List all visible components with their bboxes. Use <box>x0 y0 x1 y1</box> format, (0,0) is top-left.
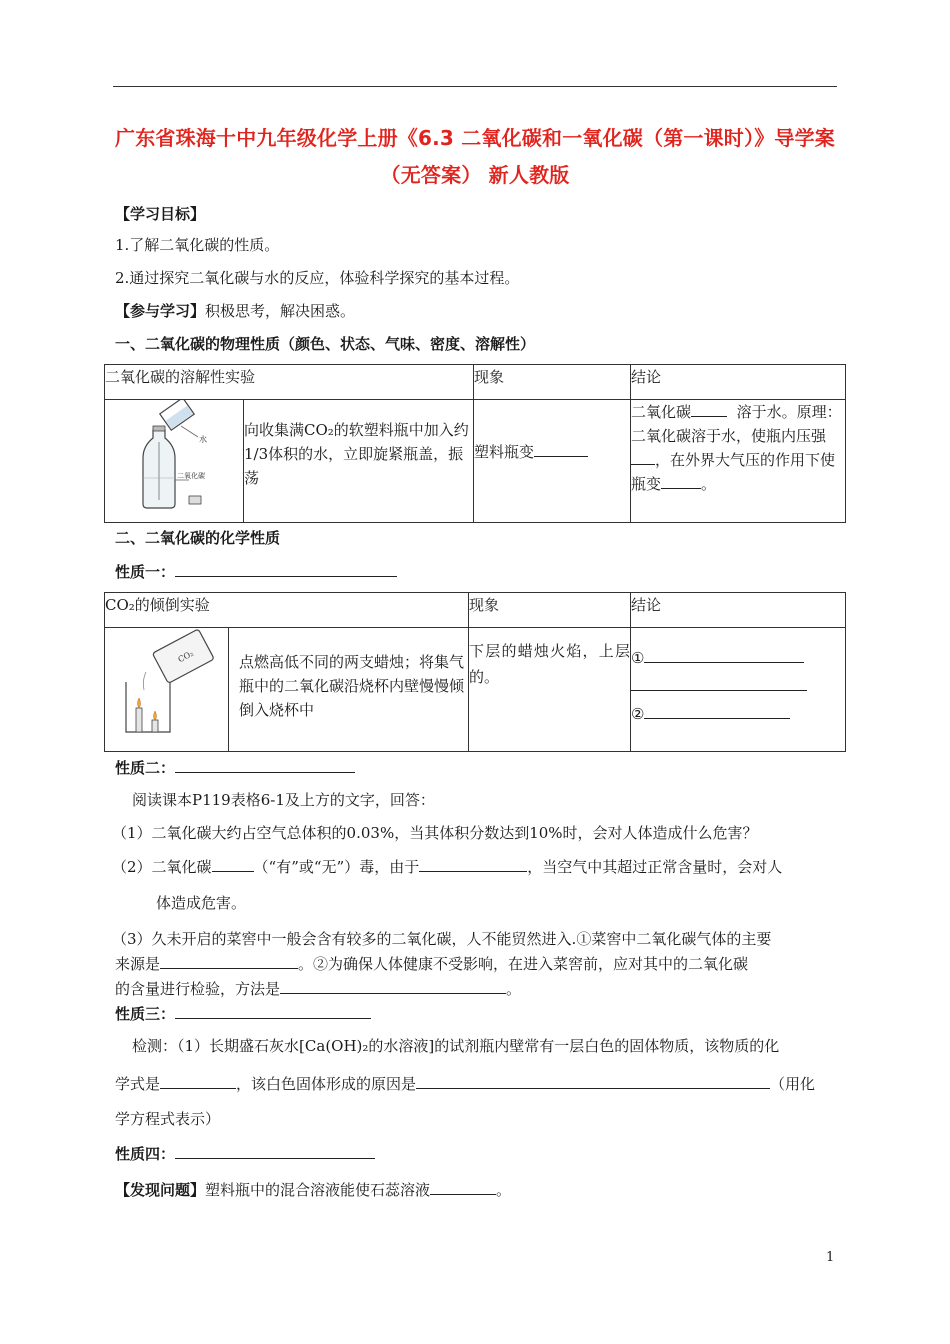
candle-figure-cell <box>105 628 229 752</box>
property-3-blank <box>175 1002 371 1019</box>
question-3-blank-1 <box>160 952 298 969</box>
discover-text: 塑料瓶中的混合溶液能使石蕊溶液 <box>205 1181 431 1199</box>
objectives-heading: 【学习目标】 <box>115 205 206 223</box>
detect-blank-2 <box>416 1072 770 1089</box>
question-3-line-2 <box>115 952 748 975</box>
table1-blank-3 <box>661 472 701 489</box>
property-1-label: 性质一： <box>115 563 176 581</box>
bottle-figure-cell <box>105 400 244 523</box>
table1-conclusion <box>631 400 846 523</box>
table2-blank-1 <box>644 646 804 663</box>
table1-phenomenon-blank <box>534 440 588 457</box>
question-2-blank-2 <box>419 855 527 872</box>
table2-conclusion <box>631 628 846 752</box>
section-1-heading: 一、二氧化碳的物理性质（颜色、状态、气味、密度、溶解性） <box>115 335 536 353</box>
table1-header-conclusion: 结论 <box>631 365 846 400</box>
figure-label-water: 水 <box>199 435 207 444</box>
section-2-heading: 二、二氧化碳的化学性质 <box>115 529 281 547</box>
question-3-d: 的含量进行检验，方法是 <box>115 980 281 998</box>
table1-conclusion-2: 溶于水。原理：二氧化碳溶于水，使瓶内压强 <box>631 403 842 445</box>
question-2-a: （2）二氧化碳 <box>112 858 212 876</box>
question-3-blank-2 <box>280 977 506 994</box>
question-3-b: 来源是 <box>115 955 161 973</box>
table2-header-phenomenon: 现象 <box>469 593 631 628</box>
question-3-e: 。 <box>506 980 522 998</box>
question-2-cont: 体造成危害。 <box>156 894 247 912</box>
property-3-label: 性质三： <box>115 1005 176 1023</box>
table2-header-experiment: CO₂的倾倒实验 <box>105 593 469 628</box>
question-1: （1）二氧化碳大约占空气总体积的0.03%，当其体积分数达到10%时，会对人体造成什么危害？ <box>112 824 758 842</box>
table1-conclusion-4: 。 <box>701 475 717 493</box>
question-2-c: ，当空气中其超过正常含量时，会对人 <box>527 858 783 876</box>
property-3-line <box>115 1002 371 1025</box>
figure-label-co2-jar: CO₂ <box>176 648 195 665</box>
property-1-blank <box>175 560 397 577</box>
detect-line-2 <box>115 1072 815 1095</box>
detect-line-1: 检测：（1）长期盛石灰水[Ca(OH)₂的水溶液]的试剂瓶内壁常有一层白色的固体物质，该物质的化 <box>132 1037 780 1055</box>
table1-conclusion-1: 二氧化碳 <box>631 403 692 421</box>
candle-experiment-figure <box>112 628 222 740</box>
read-instruction: 阅读课本P119表格6-1及上方的文字，回答： <box>132 791 435 809</box>
property-4-blank <box>175 1142 375 1159</box>
table1-phenomenon <box>474 400 631 523</box>
discover-blank <box>430 1178 496 1195</box>
question-3-line-1: （3）久未开启的菜窖中一般会含有较多的二氧化碳，人不能贸然进入.①菜窖中二氧化碳气体的主要 <box>112 930 772 948</box>
property-2-blank <box>175 756 355 773</box>
pouring-table <box>104 592 846 752</box>
participate-text: 积极思考，解决困惑。 <box>205 302 356 320</box>
table2-header-conclusion: 结论 <box>631 593 846 628</box>
participate-line <box>115 300 355 322</box>
page-number: 1 <box>826 1250 835 1265</box>
header-rule <box>113 86 837 87</box>
discover-end: 。 <box>496 1181 512 1199</box>
table1-header-phenomenon: 现象 <box>474 365 631 400</box>
objective-2: 2.通过探究二氧化碳与水的反应，体验科学探究的基本过程。 <box>115 269 520 287</box>
table2-c2: ② <box>631 705 645 723</box>
detect-d: （用化 <box>770 1075 816 1093</box>
objective-1: 1.了解二氧化碳的性质。 <box>115 236 280 254</box>
table2-blank-3 <box>644 702 790 719</box>
question-2-b: （“有”或“无”）毒，由于 <box>253 858 420 876</box>
property-4-label: 性质四： <box>115 1145 176 1163</box>
bottle-experiment-figure <box>119 400 229 512</box>
figure-label-co2: 二氧化碳 <box>177 472 205 480</box>
question-2-blank-1 <box>212 855 254 872</box>
question-3-c: 。②为确保人体健康不受影响，在进入菜窖前，应对其中的二氧化碳 <box>298 955 749 973</box>
document-title: 广东省珠海十中九年级化学上册《6.3 二氧化碳和一氧化碳（第一课时）》导学案（无答案） 新人教版 <box>115 126 835 187</box>
table1-blank-2 <box>631 448 655 465</box>
participate-heading: 【参与学习】 <box>115 302 206 320</box>
property-1-line <box>115 560 397 583</box>
detect-line-3: 学方程式表示） <box>115 1110 221 1128</box>
property-2-line <box>115 756 355 779</box>
property-2-label: 性质二： <box>115 759 176 777</box>
table1-header-experiment: 二氧化碳的溶解性实验 <box>105 365 474 400</box>
table1-procedure: 向收集满CO₂的软塑料瓶中加入约1/3体积的水，立即旋紧瓶盖，振荡 <box>244 400 474 523</box>
detect-c: ，该白色固体形成的原因是 <box>236 1075 417 1093</box>
discover-heading: 【发现问题】 <box>115 1181 206 1199</box>
table2-phenomenon: 下层的蜡烛火焰，上层的。 <box>469 628 631 752</box>
table1-conclusion-3: ，在外界大气压的作用下使瓶变 <box>631 451 836 493</box>
solubility-table <box>104 364 846 523</box>
table2-procedure: 点燃高低不同的两支蜡烛；将集气瓶中的二氧化碳沿烧杯内壁慢慢倾倒入烧杯中 <box>229 628 469 752</box>
question-3-line-3 <box>115 977 521 1000</box>
detect-b: 学式是 <box>115 1075 161 1093</box>
question-2-line <box>112 855 782 878</box>
table2-c1: ① <box>631 649 645 667</box>
discover-line <box>115 1178 511 1201</box>
table1-phenomenon-text: 塑料瓶变 <box>474 443 535 461</box>
table1-blank-1 <box>691 400 727 417</box>
detect-blank-1 <box>160 1072 236 1089</box>
table2-blank-2 <box>631 674 807 691</box>
property-4-line <box>115 1142 375 1165</box>
